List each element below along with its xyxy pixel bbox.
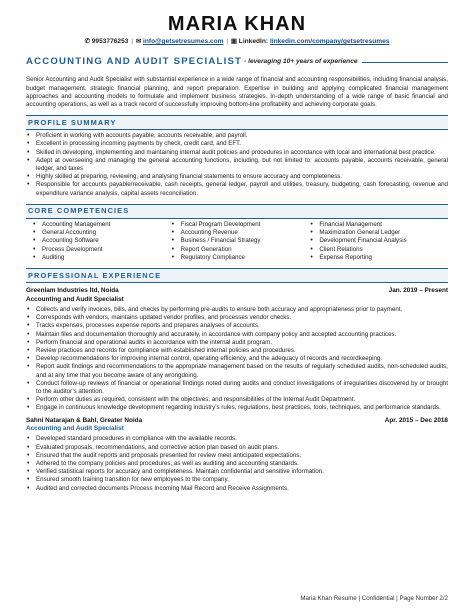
email-link[interactable]: info@getsetresumes.com xyxy=(143,38,224,45)
job-dates: Jan. 2019 – Present xyxy=(388,287,448,295)
contact-separator: | xyxy=(131,38,133,45)
list-item: • Conduct follow-up reviews of financial or operational findings noted during audits and conduct investigations of irregularities discovered by or brought to the auditor’s attention. xyxy=(26,380,448,396)
list-item: • Adhered to the company policies and procedures, as well as auditing and accounting standards. xyxy=(26,460,448,468)
competency-item: • Regulatory Compliance xyxy=(171,254,310,262)
linkedin-label: LinkedIn: xyxy=(238,38,269,45)
email-icon: ✉ xyxy=(135,38,142,45)
competency-item: • Maximization General Ledger xyxy=(309,229,448,237)
headline-tagline: - leveraging 10+ years of experience xyxy=(244,57,358,65)
list-item: • Report audit findings and recommendations to the appropriate management based on the results of regularly scheduled audits, non-scheduled audits, and at any time that you become aware of any wrongdoing. xyxy=(26,363,448,379)
list-item: • Ensured that the audit reports and proposals presented for review meet anticipated expectations. xyxy=(26,452,448,460)
list-item: • Highly skilled at preparing, reviewing, and analysing financial statements to ensure accuracy and completeness. xyxy=(26,173,448,181)
job-role: Accounting and Audit Specialist xyxy=(26,424,124,432)
headline-title: ACCOUNTING AND AUDIT SPECIALIST xyxy=(26,55,243,67)
job-duties-list xyxy=(26,435,448,492)
list-item: • Corresponds with vendors, maintains updated vendor profiles, and processes vendor checks. xyxy=(26,314,448,322)
job-company: Greenlam Industries ltd, Noida xyxy=(26,287,119,295)
list-item: • Engage in continuous knowledge development regarding industry’s rules, regulations, best practices, tools, techniques, and performance standards. xyxy=(26,404,448,412)
competency-item: • Process Development xyxy=(32,246,171,254)
contact-line xyxy=(26,38,448,47)
linkedin-link[interactable]: linkedin.com/company/getsetresumes xyxy=(269,38,390,45)
competency-item: • Development Financial Analysis xyxy=(309,237,448,245)
phone-number: 9953776253 xyxy=(91,38,129,45)
list-item: • Audited and corrected documents Process Incoming Mail Record and Receive Assignments. xyxy=(26,485,448,493)
professional-experience-heading: PROFESSIONAL EXPERIENCE xyxy=(26,268,448,283)
competencies-column-2 xyxy=(171,221,310,262)
job-company: Sahni Natarajan & Bahl, Greater Noida xyxy=(26,416,143,424)
profile-summary-heading: PROFILE SUMMARY xyxy=(26,115,448,130)
profile-summary-list xyxy=(26,132,448,198)
list-item: • Perform financial and operational audits in accordance with the internal audit program. xyxy=(26,339,448,347)
competency-item: • Financial Management xyxy=(309,221,448,229)
list-item: • Review practices and records for compliance with established internal policies and procedures. xyxy=(26,347,448,355)
core-competencies-heading: CORE COMPETENCIES xyxy=(26,204,448,219)
job-header xyxy=(26,287,448,295)
headline-row xyxy=(26,56,448,69)
competency-item: • Report Generation xyxy=(171,246,310,254)
competencies-column-1 xyxy=(32,221,171,262)
competency-item: • Accounting Software xyxy=(32,237,171,245)
page-footer: Maria Khan Resume | Confidential | Page Number 2/2 xyxy=(300,595,448,602)
resume-page xyxy=(26,10,448,493)
list-item: • Evaluated proposals, recommendations, and corrective action plan based on audit plans. xyxy=(26,444,448,452)
list-item: • Responsible for accounts payable/receivable, cash receipts, general ledger, payroll and utilities, treasury, budgeting, cash forecasting, revenue and expenditure variance analysis, capital assets reconciliation. xyxy=(26,181,448,197)
job-role: Accounting and Audit Specialist xyxy=(26,295,124,303)
list-item: • Developed standard procedures in compliance with the available records. xyxy=(26,435,448,443)
phone-icon: ✆ xyxy=(84,38,90,45)
competency-item: • Auditing xyxy=(32,254,171,262)
list-item: • Collects and verify invoices, bills, and checks by performing pre-audits to ensure both accuracy and appropriateness prior to payment. xyxy=(26,306,448,314)
list-item: • Excellent in processing incoming payments by check, credit card, and EFT. xyxy=(26,140,448,148)
headline-rule xyxy=(362,62,448,63)
competency-item: • Expense Reporting xyxy=(309,254,448,262)
competency-item: • General Accounting xyxy=(32,229,171,237)
competency-item: • Client Relations xyxy=(309,246,448,254)
contact-separator: | xyxy=(226,38,229,45)
competency-item: • Fiscal Program Development xyxy=(171,221,310,229)
list-item: • Tracks expenses, processes expense reports and prepares analyses of accounts. xyxy=(26,322,448,330)
summary-paragraph: Senior Accounting and Audit Specialist with substantial experience in a wide range of financial and accounting responsibilities, including financial analysis, budget management, strategic financial planning, and report preparation. Expertise in building and applying complicated financial management approaches and accounting models to formulate and implement business strategies. In-depth understanding of a wide range of basic financial and accounting operations, as well as a track record of successfully improving bottom-line profitability and achieving corporate goals. xyxy=(26,76,448,108)
list-item: • Verified statistical reports for accuracy and completeness. Maintain confidential and sensitive information. xyxy=(26,468,448,476)
linkedin-icon: ▣ xyxy=(230,38,237,45)
list-item: • Proficient in working with accounts payable, accounts receivable, and payroll. xyxy=(26,132,448,140)
candidate-name: MARIA KHAN xyxy=(167,13,307,35)
list-item: • Adept at overseeing and managing the general accounting functions, including, but not limited to: accounts payable, accounts receivable, general ledger, and taxes xyxy=(26,157,448,173)
job-dates: Apr. 2015 – Dec 2018 xyxy=(384,416,448,424)
list-item: • Ensured smooth training transition for new employees to the company. xyxy=(26,476,448,484)
job-header xyxy=(26,417,448,425)
list-item: • Skilled in developing, implementing and maintaining internal audit policies and procedures in accordance with local and international best practice. xyxy=(26,149,448,157)
competencies-grid xyxy=(26,221,448,262)
job-duties-list xyxy=(26,306,448,412)
competencies-column-3 xyxy=(309,221,448,262)
list-item: • Maintain files and documentation thoroughly and accurately, in accordance with company policy and accepted accounting practices. xyxy=(26,331,448,339)
list-item: • Develop recommendations for improving internal control, operating efficiency, and the adequacy of records and recordkeeping. xyxy=(26,355,448,363)
competency-item: • Accounting Management xyxy=(32,221,171,229)
competency-item: • Accounting Revenue xyxy=(171,229,310,237)
competency-item: • Business / Financial Strategy xyxy=(171,237,310,245)
list-item: • Perform other duties as required, consistent with the objectives, and responsibilities of the Internal Audit Department. xyxy=(26,396,448,404)
